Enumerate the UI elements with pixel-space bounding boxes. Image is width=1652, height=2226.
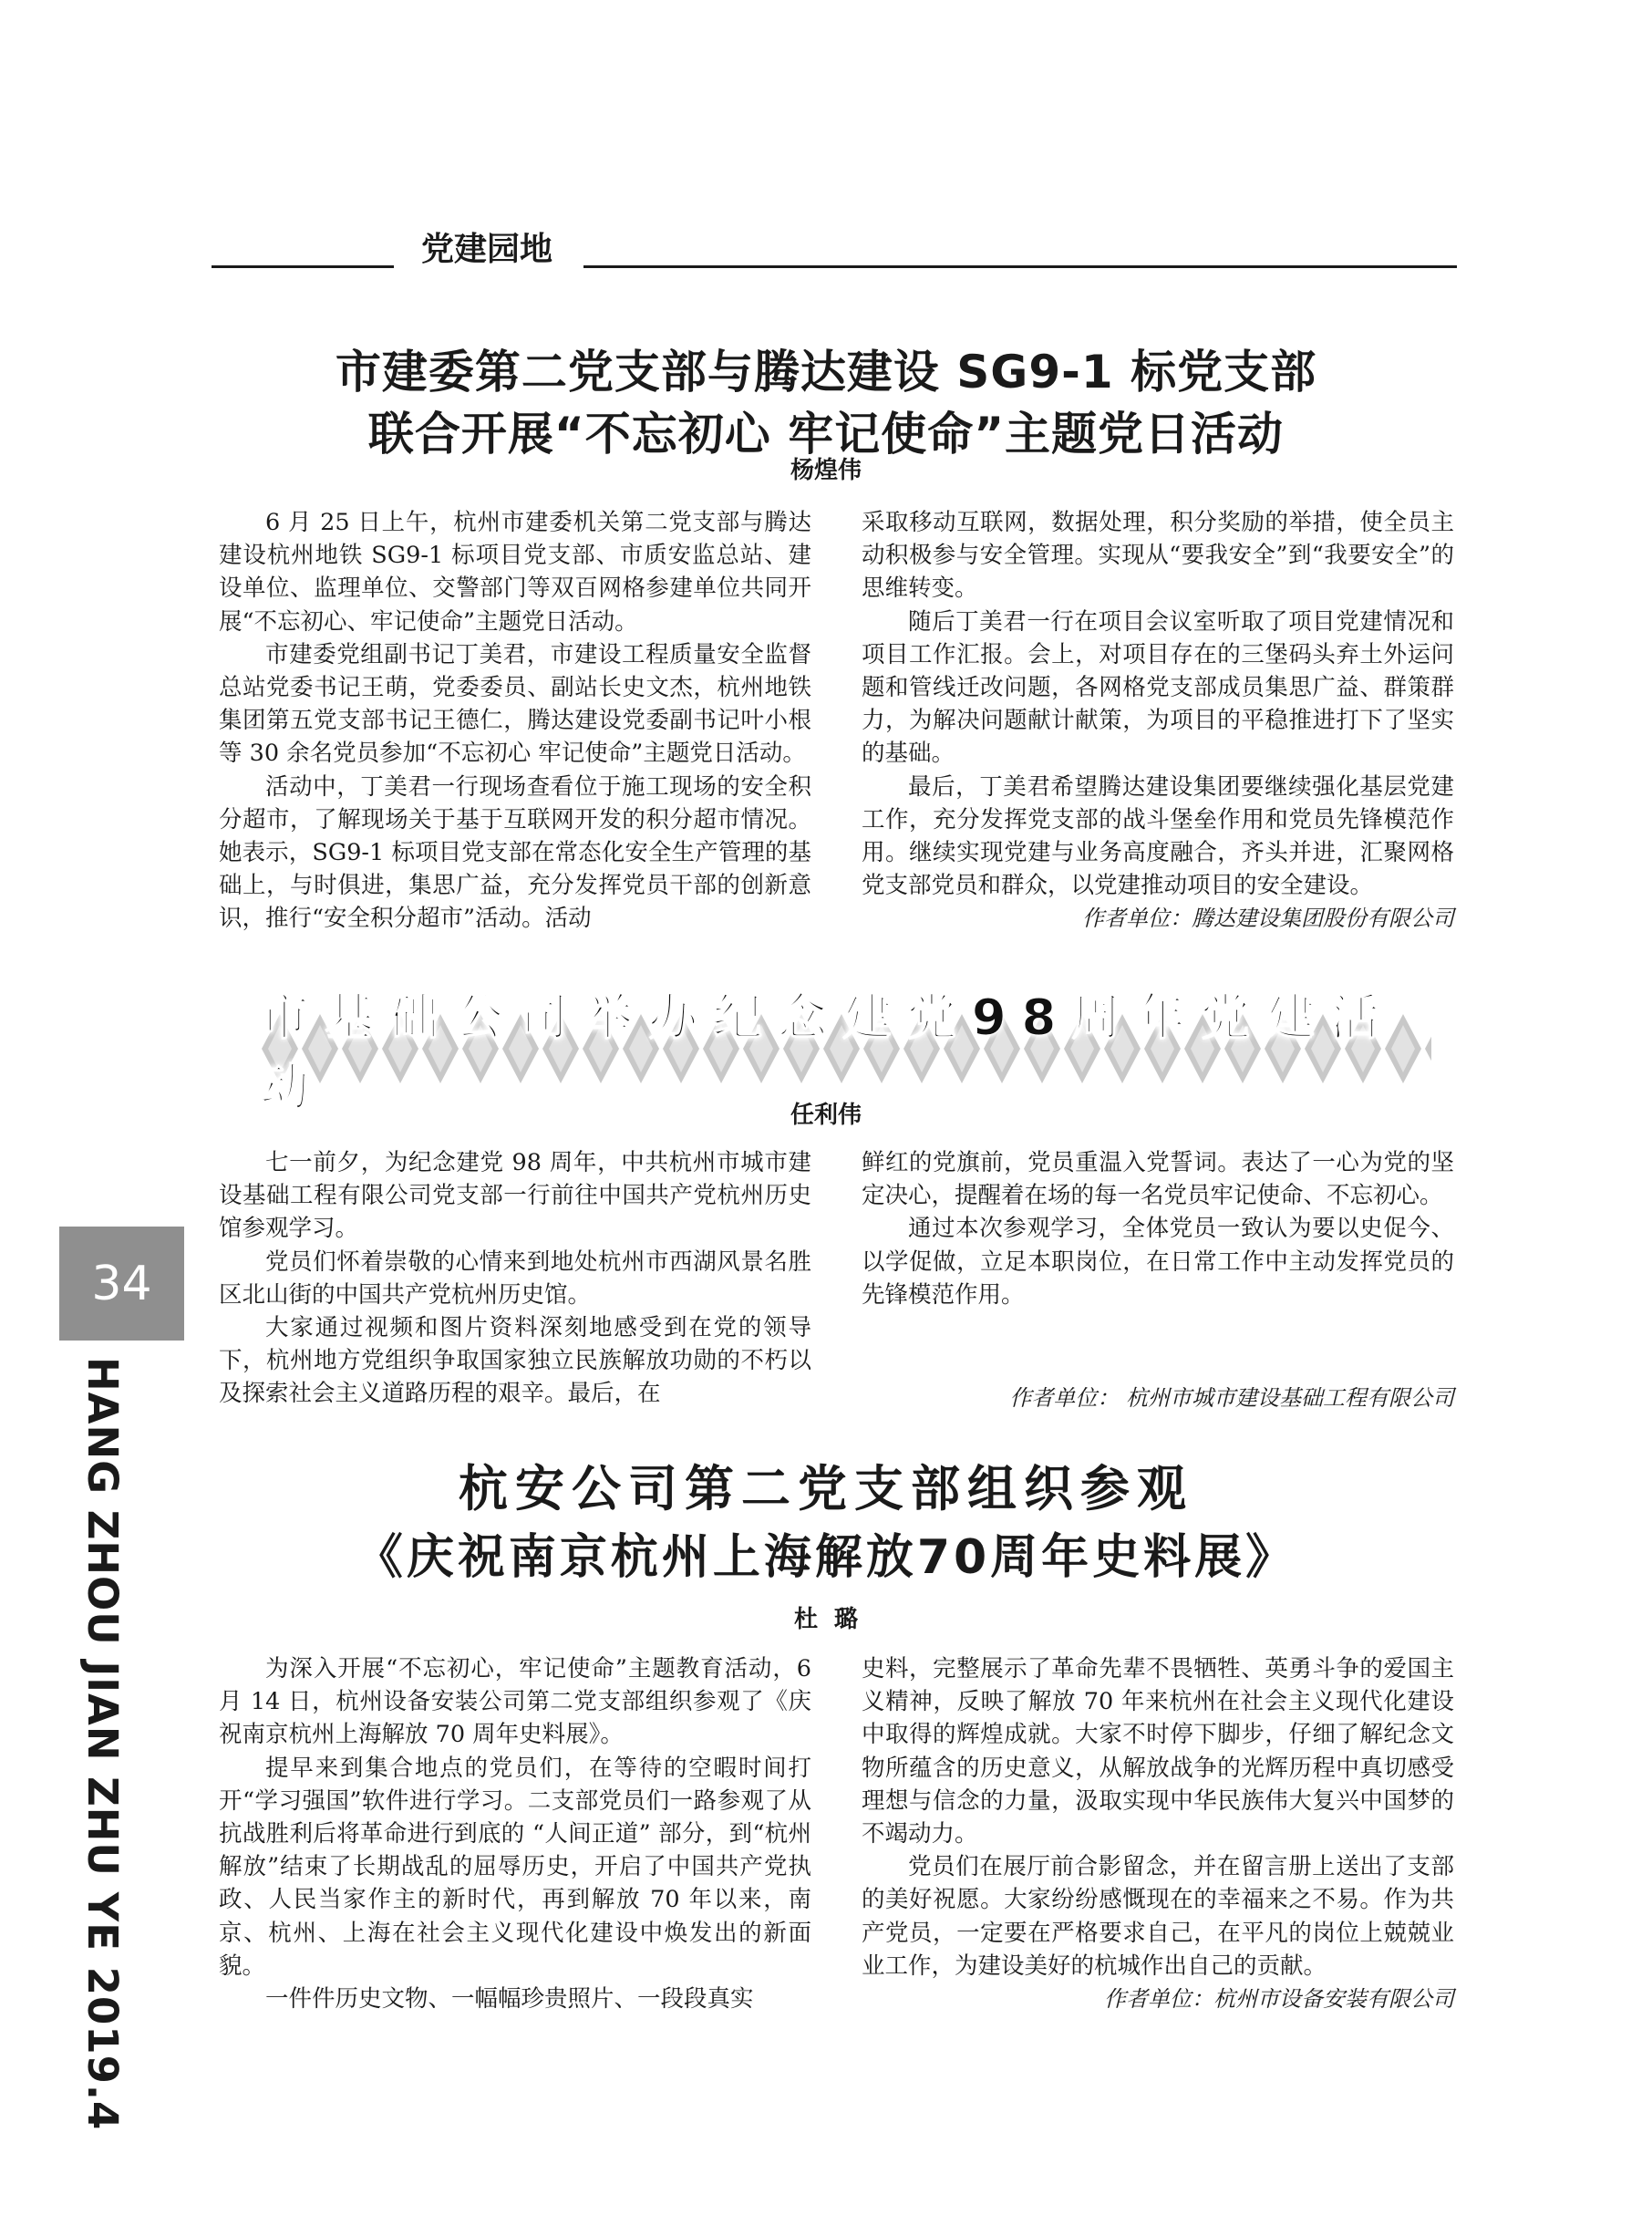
header-rule-left bbox=[212, 265, 394, 268]
article1-right-column bbox=[862, 506, 1454, 936]
article3-title-line1: 杭安公司第二党支部组织参观 bbox=[459, 1460, 1193, 1517]
paragraph: 6 月 25 日上午，杭州市建委机关第二党支部与腾达建设杭州地铁 SG9-1 标项目党支部、市质安监总站、建设单位、监理单位、交警部门等双百网格参建单位共同开展“不忘初心、牢记使命”主题党日活动。 bbox=[219, 509, 811, 636]
article1-title-line2: 联合开展“不忘初心 牢记使命”主题党日活动 bbox=[367, 408, 1285, 461]
paragraph: 一件件历史文物、一幅幅珍贵照片、一段段真实 bbox=[265, 1985, 754, 2014]
article3-signature: 作者单位：杭州市设备安装有限公司 bbox=[1104, 1986, 1454, 2013]
paragraph: 最后，丁美君希望腾达建设集团要继续强化基层党建工作，充分发挥党支部的战斗堡垒作用和党员先锋模范作用。继续实现党建与业务高度融合，齐头并进，汇聚网格党支部党员和群众，以党建推动项目的安全建设。 bbox=[862, 772, 1454, 900]
article3-title-line2: 《庆祝南京杭州上海解放70周年史料展》 bbox=[355, 1530, 1297, 1585]
article1-left-column bbox=[219, 506, 811, 936]
article3-author: 杜 璐 bbox=[793, 1606, 859, 1633]
paragraph: 鲜红的党旗前，党员重温入党誓词。表达了一心为党的坚定决心，提醒着在场的每一名党员牢记使命、不忘初心。 bbox=[862, 1149, 1454, 1210]
paragraph: 市建委党组副书记丁美君，市建设工程质量安全监督总站党委书记王萌，党委委员、副站长史文杰，杭州地铁集团第五党支部书记王德仁，腾达建设党委副书记叶小根等 30 余名党员参加“不忘初心 牢记使命”主题党日活动。 bbox=[219, 640, 811, 768]
article2-left-column bbox=[219, 1146, 811, 1411]
header-rule-right bbox=[583, 265, 1457, 268]
article2-signature-block bbox=[862, 1382, 1454, 1414]
article2-signature: 作者单位： 杭州市城市建设基础工程有限公司 bbox=[1009, 1385, 1454, 1411]
article2-title: 市基础公司举办纪念建党98周年党建活动 bbox=[260, 989, 1396, 1116]
article1-author: 杨煌伟 bbox=[790, 457, 862, 484]
paragraph: 党员们怀着崇敬的心情来到地处杭州市西湖风景名胜区北山街的中国共产党杭州历史馆。 bbox=[219, 1248, 811, 1309]
article2-right-column bbox=[862, 1146, 1454, 1311]
page-number: 34 bbox=[59, 1227, 184, 1341]
paragraph: 党员们在展厅前合影留念，并在留言册上送出了支部的美好祝愿。大家纷纷感慨现在的幸福来之不易。作为共产党员，一定要在严格要求自己，在平凡的岗位上兢兢业业工作，为建设美好的杭城作出自己的贡献。 bbox=[862, 1853, 1454, 1980]
article1-title-line1: 市建委第二党支部与腾达建设 SG9-1 标党支部 bbox=[335, 346, 1317, 399]
paragraph: 活动中，丁美君一行现场查看位于施工现场的安全积分超市，了解现场关于基于互联网开发的积分超市情况。她表示，SG9-1 标项目党支部在常态化安全生产管理的基础上，与时俱进，集思广益，充分发挥党员干部的创新意识，推行“安全积分超市”活动。活动 bbox=[219, 772, 811, 933]
section-label: 党建园地 bbox=[421, 231, 553, 268]
paragraph: 为深入开展“不忘初心，牢记使命”主题教育活动，6 月 14 日，杭州设备安装公司第二党支部组织参观了《庆祝南京杭州上海解放 70 周年史料展》。 bbox=[219, 1655, 811, 1749]
article2-author: 任利伟 bbox=[790, 1102, 862, 1129]
paragraph: 提早来到集合地点的党员们，在等待的空暇时间打开“学习强国”软件进行学习。二支部党员们一路参观了从抗战胜利后将革命进行到底的 “人间正道” 部分，到“杭州解放”结束了长期战乱的屈辱历史，开启了中国共产党执政、人民当家作主的新时代，再到解放 70 年以来，南京、杭州、上海在社会主义现代化建设中焕发出的新面貌。 bbox=[219, 1754, 811, 1980]
paragraph: 通过本次参观学习，全体党员一致认为要以史促今、以学促做，立足本职岗位，在日常工作中主动发挥党员的先锋模范作用。 bbox=[862, 1215, 1454, 1309]
paragraph: 采取移动互联网，数据处理，积分奖励的举措，使全员主动积极参与安全管理。实现从“要我安全”到“我要安全”的思维转变。 bbox=[862, 509, 1454, 603]
article1-signature: 作者单位：腾达建设集团股份有限公司 bbox=[1082, 906, 1454, 932]
paragraph: 七一前夕，为纪念建党 98 周年，中共杭州市城市建设基础工程有限公司党支部一行前往中国共产党杭州历史馆参观学习。 bbox=[219, 1149, 811, 1243]
journal-side-title: HANG ZHOU JIAN ZHU YE 2019.4 bbox=[78, 1357, 127, 2131]
paragraph: 大家通过视频和图片资料深刻地感受到在党的领导下，杭州地方党组织争取国家独立民族解放功勋的不朽以及探索社会主义道路历程的艰辛。最后，在 bbox=[219, 1314, 811, 1408]
article3-left-column bbox=[219, 1652, 811, 2015]
paragraph: 史料，完整展示了革命先辈不畏牺牲、英勇斗争的爱国主义精神，反映了解放 70 年来杭州在社会主义现代化建设中取得的辉煌成就。大家不时停下脚步，仔细了解纪念文物所蕴含的历史意义，从解放战争的光辉历程中真切感受理想与信念的力量，汲取实现中华民族伟大复兴中国梦的不竭动力。 bbox=[862, 1655, 1454, 1848]
article3-right-column bbox=[862, 1652, 1454, 2015]
paragraph: 随后丁美君一行在项目会议室听取了项目党建情况和项目工作汇报。会上，对项目存在的三堡码头弃土外运问题和管线迁改问题，各网格党支部成员集思广益、群策群力，为解决问题献计献策，为项目的平稳推进打下了坚实的基础。 bbox=[862, 607, 1454, 768]
